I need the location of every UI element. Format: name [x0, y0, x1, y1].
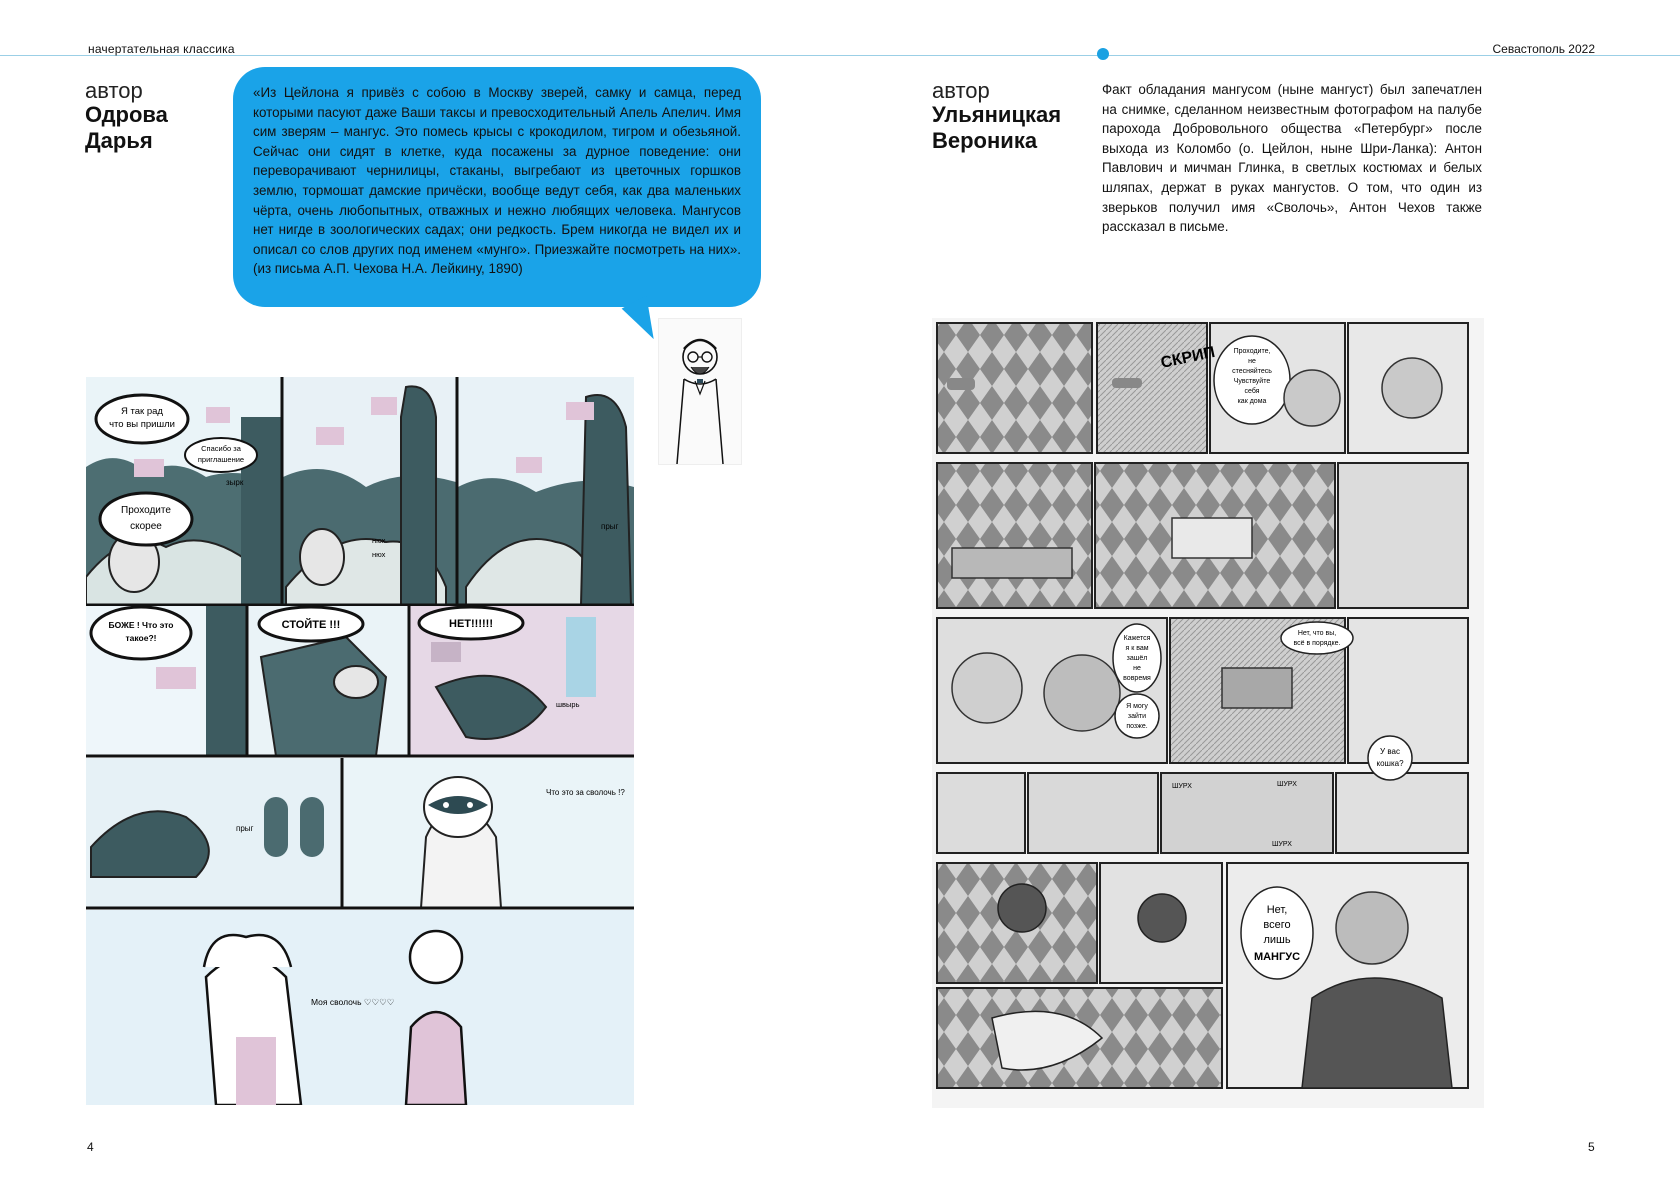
header-dot — [1097, 48, 1109, 60]
lp4-bubble: БОЖЕ ! Что это — [108, 620, 174, 630]
header-rule — [0, 55, 1680, 56]
author-name-left-1: Одрова — [85, 102, 168, 127]
rp-bubble-b4: не — [1133, 665, 1141, 672]
rp-sound-skrip: СКРИП — [1159, 343, 1217, 372]
header-issue-title: Севастополь 2022 — [1492, 42, 1595, 56]
rp-sound-shur3: ШУРХ — [1272, 841, 1292, 848]
page-number-left: 4 — [87, 1140, 94, 1154]
header-section-title: начертательная классика — [88, 42, 235, 56]
lp1-bubble1b: что вы пришли — [109, 419, 175, 430]
comic-left-panel-7 — [86, 758, 341, 908]
author-label-left: автор — [85, 78, 143, 103]
comic-left-panel-2 — [283, 377, 456, 605]
author-name-right-1: Ульяницкая — [932, 102, 1062, 127]
rp-bubble-e1: У вас — [1380, 747, 1400, 756]
page-number-right: 5 — [1588, 1140, 1595, 1154]
comic-left-panel-8 — [343, 758, 634, 908]
author-name-left-2: Дарья — [85, 128, 153, 153]
lp9-text: Моя сволочь ♡♡♡♡ — [311, 997, 395, 1007]
lp3-sound: прыг — [601, 522, 619, 531]
lp2-sound1: нюх — [372, 536, 386, 545]
rp-bubble-d2: зайти — [1127, 713, 1147, 720]
rp-bubble-b5: вовремя — [1123, 675, 1151, 682]
lp5-bubble: СТОЙТЕ !!! — [281, 619, 341, 631]
rp14-panel — [1336, 773, 1468, 853]
rp2-panel — [1097, 323, 1207, 453]
rp-bubble-a3: стесняйтесь — [1232, 368, 1272, 375]
lp1-bubble3b: скорее — [130, 521, 162, 532]
chekhov-portrait — [658, 318, 742, 465]
rp-bubble-b3: зашёл — [1126, 655, 1148, 662]
rp-bubble-b1: Кажется — [1123, 635, 1151, 642]
rp11-panel — [937, 773, 1025, 853]
comic-left-panel-9 — [86, 910, 634, 1105]
rp-bubble-a6: как дома — [1237, 398, 1267, 405]
lp2-sound2: нюх — [372, 550, 386, 559]
rp-bubble-d1: Я могу — [1126, 703, 1148, 710]
rp-bubble-b2: я к вам — [1125, 645, 1149, 652]
rp-bubble-a4: Чувствуйте — [1233, 378, 1271, 385]
quote-bubble: «Из Цейлона я привёз с собою в Москву зверей, самку и самца, перед которыми пасуют даже Ваши таксы и превосходительный Апель Апелич. Имя сим зверям – мангус. Это помесь крысы с крокодилом, тигром и обезьяной. Сейчас они сидят в клетке, куда посажены за дурное поведение: они переворачивают чернилицы, стаканы, выгребают из цветочных горшков землю, тормошат дамские причёски, вообще ведут себя, как два маленьких чёрта, очень любопытных, отважных и нежно любящих человека. Мангусов нет нигде в зоологических садах; они редкость. Брем никогда не видел их и описал со слов других под именем «мунго». Приезжайте посмотреть на них». (из письма А.П. Чехова Н.А. Лейкину, 1890) — [233, 67, 761, 307]
rp-bubble-f4: МАНГУС — [1253, 951, 1301, 963]
rp-bubble-d3: позже. — [1126, 723, 1148, 730]
lp1-bubble3: Проходите — [121, 505, 171, 516]
comic-left-panel-3 — [458, 377, 634, 605]
lp1-bubble1: Я так рад — [121, 406, 163, 417]
rp-bubble-f2: всего — [1263, 919, 1291, 931]
rp-sound-shur1: ШУРХ — [1172, 783, 1192, 790]
author-name-right-2: Вероника — [932, 128, 1038, 153]
lp8-text: Что это за сволочь !? — [546, 788, 625, 797]
rp5-panel — [937, 463, 1092, 608]
comic-right — [932, 318, 1484, 1108]
rp-bubble-a1: Проходите, — [1233, 348, 1271, 355]
rp-bubble-f3: лишь — [1263, 934, 1291, 946]
rp-bubble-a2: не — [1248, 358, 1256, 365]
author-label-right: автор — [932, 78, 990, 103]
rp-bubble-e2: кошка? — [1376, 759, 1404, 768]
rp-bubble-c2: всё в порядке. — [1293, 640, 1341, 647]
rp-bubble-f1: Нет, — [1266, 904, 1288, 916]
rp-bubble-c1: Нет, что вы, — [1297, 630, 1337, 637]
lp7-sound: прыг — [236, 824, 254, 833]
rp12-panel — [1028, 773, 1158, 853]
comic-left — [86, 377, 634, 1105]
rp-bubble-a5: себя — [1244, 388, 1260, 395]
rp10-panel — [1348, 618, 1468, 763]
lp4-bubbleb: такое?! — [125, 633, 157, 643]
lp1-bubble2: Спасибо за — [201, 444, 241, 453]
lp6-bubble: НЕТ!!!!!! — [449, 618, 493, 630]
rp-sound-shur2: ШУРХ — [1277, 781, 1297, 788]
right-body-text: Факт обладания мангусом (ныне мангуст) был запечатлен на снимке, сделанном неизвестным фотографом на палубе парохода Добровольного общества «Петербург» после выхода из Коломбо (о. Цейлон, ныне Шри-Ланка): Антон Павлович и мичман Глинка, в светлых костюмах и белых шляпах, держат в руках мангустов. О том, что один из зверьков получил имя «Сволочь», Антон Чехов также рассказал в письме. — [1102, 82, 1482, 235]
lp6-sound: швырь — [556, 700, 580, 709]
rp7-panel — [1338, 463, 1468, 608]
lp1-bubble2b: приглашение — [197, 455, 245, 464]
lp1-sound: зырк — [226, 478, 244, 487]
